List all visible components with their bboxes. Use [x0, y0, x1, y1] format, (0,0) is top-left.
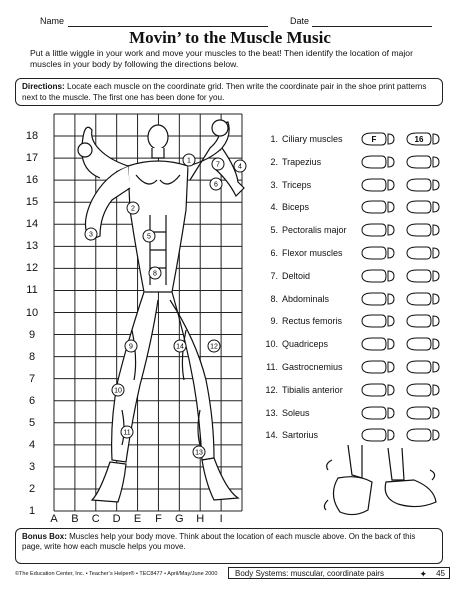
muscle-name: Ciliary muscles: [282, 134, 343, 144]
muscle-item: [264, 339, 374, 349]
shoe-print-left[interactable]: [360, 269, 396, 283]
shoe-print-left[interactable]: [360, 223, 396, 237]
y-axis-label: 15: [25, 196, 39, 209]
shoe-print-right[interactable]: [405, 292, 441, 306]
y-axis-label: 11: [26, 284, 38, 297]
muscle-item: [264, 271, 374, 281]
figure-marker-number: 8: [153, 270, 157, 278]
muscle-item: [264, 430, 374, 440]
y-axis-label: 12: [25, 262, 39, 275]
shoe-print-left[interactable]: [360, 246, 396, 260]
figure-marker: [210, 178, 222, 190]
muscle-name: Pectoralis major: [282, 225, 347, 236]
y-axis-label: 13: [25, 240, 39, 253]
shoe-print-right[interactable]: [405, 178, 441, 192]
muscle-number: 5.: [270, 225, 278, 236]
muscle-item: [264, 408, 374, 418]
figure-marker: [143, 230, 155, 242]
x-axis-label: B: [71, 513, 79, 525]
shoe-print-left[interactable]: [360, 178, 396, 192]
muscle-number: 4.: [270, 202, 278, 213]
muscle-item: [264, 362, 374, 372]
figure-marker-number: 10: [114, 387, 122, 395]
y-axis-label: 10: [25, 306, 39, 319]
muscle-number: 10.: [265, 339, 278, 350]
shoe-print-right[interactable]: [405, 360, 441, 374]
footer-topic: Body Systems: muscular, coordinate pairs: [235, 569, 384, 578]
figure-marker-number: 6: [214, 181, 218, 189]
shoe-print-left[interactable]: [360, 337, 396, 351]
shoe-print-left[interactable]: [360, 132, 396, 146]
x-axis-label: H: [196, 513, 205, 525]
muscle-item: [264, 202, 374, 212]
y-axis-label: 18: [25, 130, 39, 143]
intro-text: Put a little wiggle in your work and move your muscles to the beat! Then identify the location of major muscles in your body by following the directions below.: [30, 48, 413, 69]
figure-marker: [174, 340, 186, 352]
y-axis-label: 9: [28, 328, 36, 341]
muscle-name: Triceps: [282, 179, 312, 190]
figure-marker-number: 5: [147, 233, 151, 241]
muscle-number: 12.: [265, 384, 278, 395]
shoe-print-right[interactable]: [405, 155, 441, 169]
muscle-item: [264, 294, 374, 304]
shoe-print-right[interactable]: [405, 200, 441, 214]
figure-marker: [183, 154, 195, 166]
figure-marker: [85, 228, 97, 240]
figure-marker: [121, 426, 133, 438]
figure-marker: [208, 340, 220, 352]
y-axis-label: 2: [28, 482, 36, 495]
bonus-text: Muscles help your body move. Think about the location of each muscle above. On the back of this page, write how each muscle helps you move.: [22, 532, 416, 551]
shoe-print-left[interactable]: [360, 292, 396, 306]
shoe-answer: 16: [414, 135, 424, 144]
figure-marker-number: 13: [195, 449, 203, 457]
muscle-item: [264, 180, 374, 190]
muscle-name: Tibialis anterior: [282, 384, 343, 395]
figure-marker: [127, 202, 139, 214]
muscle-number: 14.: [265, 430, 278, 441]
shoe-print-left[interactable]: [360, 360, 396, 374]
directions-label: Directions:: [22, 82, 65, 91]
figure-marker: [212, 158, 224, 170]
figure-marker: [193, 446, 205, 458]
figure-marker-number: 1: [187, 157, 191, 165]
figure-marker: [234, 160, 246, 172]
y-axis-label: 16: [25, 174, 39, 187]
shoe-print-right[interactable]: [405, 223, 441, 237]
figure-marker-number: 14: [176, 343, 184, 351]
muscle-item: [264, 157, 374, 167]
shoe-print-right[interactable]: [405, 383, 441, 397]
figure-marker-number: 12: [210, 343, 218, 351]
figure-marker-number: 2: [131, 205, 135, 213]
muscle-name: Rectus femoris: [282, 316, 343, 327]
y-axis-label: 5: [28, 416, 36, 429]
shoe-print-right[interactable]: [405, 337, 441, 351]
x-axis-label: D: [112, 513, 121, 525]
y-axis-label: 4: [28, 438, 36, 451]
muscle-name: Sartorius: [282, 430, 319, 441]
muscle-number: 9.: [270, 316, 278, 327]
bonus-box: [15, 528, 443, 564]
figure-marker-number: 4: [238, 163, 242, 171]
muscle-number: 6.: [270, 248, 278, 258]
bonus-label: Bonus Box:: [22, 532, 67, 541]
shoe-print-right[interactable]: [405, 406, 441, 420]
date-label: Date: [290, 16, 310, 26]
figure-marker-number: 7: [216, 161, 220, 169]
muscle-number: 11.: [266, 362, 278, 372]
shoe-print-left[interactable]: [360, 314, 396, 328]
shoe-print-right[interactable]: [405, 314, 441, 328]
shoe-answer: F: [371, 135, 377, 144]
footer-credit: ©The Education Center, Inc. • Teacher’s Helper® • TEC8477 • April/May/June 2000: [15, 571, 218, 577]
x-axis-label: A: [50, 513, 58, 525]
figure-marker: [149, 267, 161, 279]
x-axis-label: G: [175, 513, 184, 525]
shoe-print-left[interactable]: [360, 383, 396, 397]
muscle-item: [264, 225, 374, 235]
y-axis-label: 6: [28, 394, 36, 407]
muscle-number: 3.: [270, 179, 278, 190]
muscle-name: Biceps: [282, 202, 310, 213]
shoe-print-right[interactable]: [405, 132, 441, 146]
dancing-feet-illustration: [318, 440, 443, 520]
muscle-number: 8.: [270, 293, 278, 304]
y-axis-label: 1: [28, 505, 36, 517]
shoe-print-left[interactable]: [360, 406, 396, 420]
muscle-name: Deltoid: [282, 270, 311, 281]
y-axis-label: 7: [28, 372, 36, 385]
y-axis-label: 14: [25, 218, 39, 231]
muscle-name: Soleus: [282, 407, 310, 418]
figure-marker: [125, 340, 137, 352]
y-axis-label: 3: [28, 460, 36, 473]
x-axis-label: I: [219, 513, 223, 525]
x-axis-label: F: [155, 513, 162, 525]
muscle-name: Trapezius: [282, 156, 322, 167]
shoe-print-left[interactable]: [360, 155, 396, 169]
muscle-name: Gastrocnemius: [282, 362, 343, 372]
muscle-number: 1.: [270, 134, 278, 144]
muscle-item: [264, 248, 374, 258]
muscle-number: 2.: [270, 156, 278, 167]
page-number: 45: [436, 569, 445, 578]
name-label: Name: [40, 16, 65, 26]
body-icon: ✦: [419, 569, 427, 579]
y-axis-label: 17: [25, 152, 39, 165]
muscle-number: 7.: [270, 270, 278, 281]
y-axis-label: 8: [28, 350, 36, 363]
figure-marker: [112, 384, 124, 396]
x-axis-label: C: [91, 513, 100, 525]
figure-marker-number: 9: [129, 343, 133, 351]
footer-topic-box: [228, 567, 450, 579]
muscle-item: [264, 385, 374, 395]
figure-marker-number: 11: [123, 429, 131, 437]
figure-marker-number: 3: [89, 231, 93, 239]
muscle-name: Quadriceps: [282, 339, 329, 350]
muscle-name: Abdominals: [282, 293, 330, 304]
muscle-item: [264, 134, 374, 144]
muscle-number: 13.: [265, 407, 278, 418]
page-title: Movin’ to the Muscle Music: [129, 28, 331, 47]
muscle-name: Flexor muscles: [282, 248, 343, 258]
shoe-print-left[interactable]: [360, 200, 396, 214]
x-axis-label: E: [133, 513, 142, 525]
shoe-print-right[interactable]: [405, 246, 441, 260]
muscle-item: [264, 316, 374, 326]
shoe-print-right[interactable]: [405, 269, 441, 283]
directions-text: Locate each muscle on the coordinate grid. Then write the coordinate pair in the shoe print patterns next to the muscle. The first one has been done for you.: [22, 82, 427, 102]
